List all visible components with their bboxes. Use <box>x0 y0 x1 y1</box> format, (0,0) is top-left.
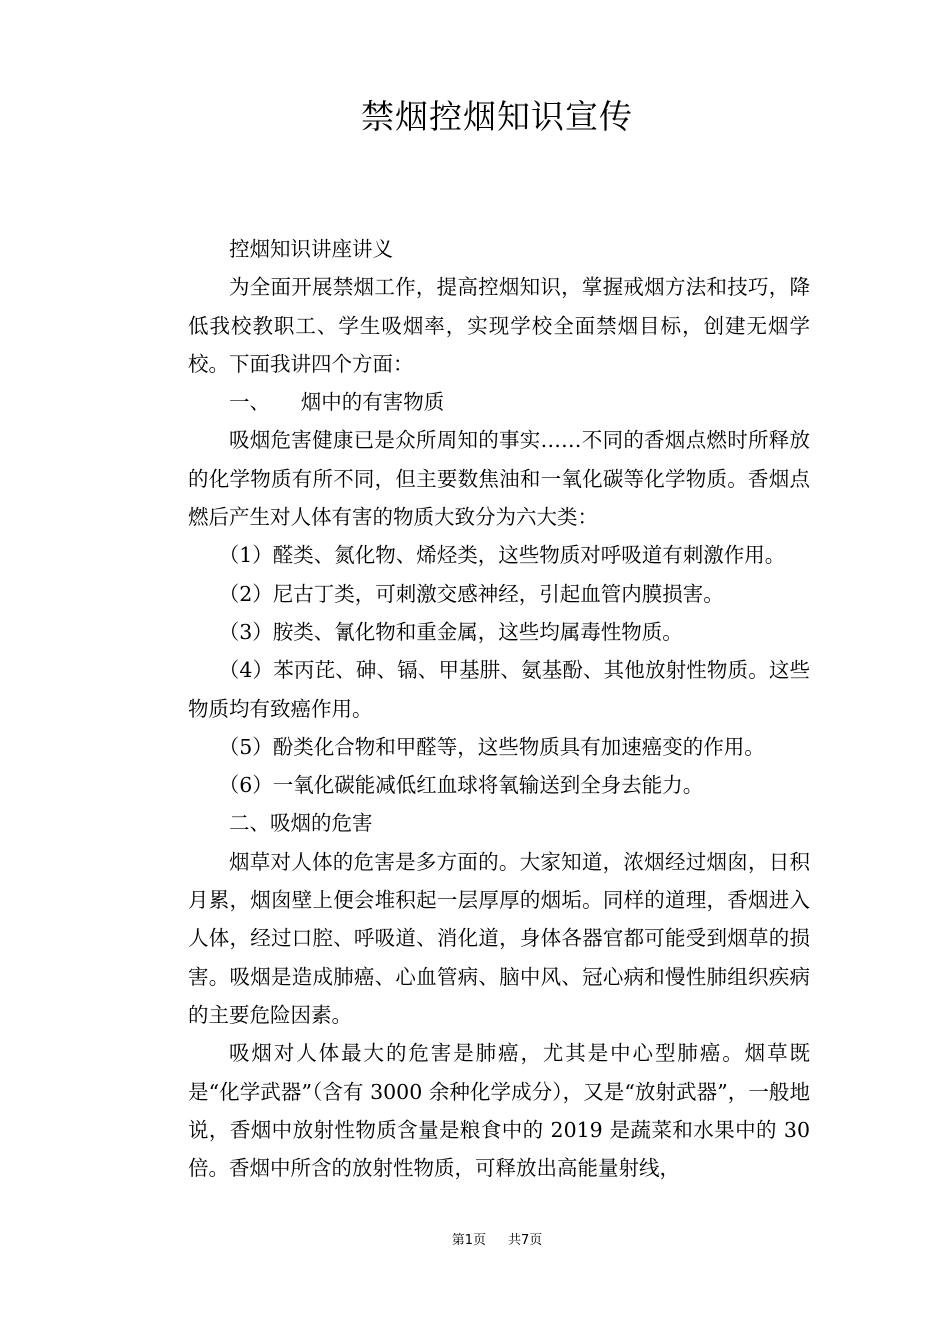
page-total: 共7页 <box>508 1233 543 1248</box>
document-title: 禁烟控烟知识宣传 <box>361 97 633 136</box>
list-item: （5）酚类化合物和甲醛等，这些物质具有加速癌变的作用。 <box>218 734 765 759</box>
paragraph-tobacco-harm: 烟草对人体的危害是多方面的。大家知道，浓烟经过烟囱，日积月累，烟囱壁上便会堆积起一层厚厚的烟垢。同样的道理，香烟进入人体，经过口腔、呼吸道、消化道，身体各器官都可能受到烟草的损害。吸烟是造成肺癌、心血管病、脑中风、冠心病和慢性肺组织疾病的主要危险因素。 <box>188 849 810 1027</box>
document-body <box>188 230 810 1187</box>
section-heading-2: 二、吸烟的危害 <box>229 811 373 836</box>
paragraph-lung-cancer: 吸烟对人体最大的危害是肺癌，尤其是中心型肺癌。烟草既是“化学武器”（含有 3000 余种化学成分），又是“放射武器”，一般地说，香烟中放射性物质含量是粮食中的 2019 是蔬菜和水果中的 30 倍。香烟中所含的放射性物质，可释放出高能量射线， <box>188 1041 810 1181</box>
paragraph-harmful-substances: 吸烟危害健康已是众所周知的事实……不同的香烟点燃时所释放的化学物质有所不同，但主要数焦油和一氧化碳等化学物质。香烟点燃后产生对人体有害的物质大致分为六大类： <box>188 428 810 530</box>
list-item: （1）醛类、氮化物、烯烃类，这些物质对呼吸道有刺激作用。 <box>218 543 786 568</box>
paragraph-lecture-title: 控烟知识讲座讲义 <box>229 237 393 261</box>
page-number: 第1页 <box>451 1233 486 1248</box>
list-item: （4）苯丙芘、砷、镉、甲基肼、氨基酚、其他放射性物质。这些物质均有致癌作用。 <box>188 658 810 721</box>
list-item: （6）一氧化碳能减低红血球将氧输送到全身去能力。 <box>218 773 704 798</box>
section-heading-1: 一、 烟中的有害物质 <box>229 390 445 415</box>
list-item: （2）尼古丁类，可刺激交感神经，引起血管内膜损害。 <box>218 581 724 606</box>
page-footer <box>0 1232 950 1250</box>
list-item: （3）胺类、氰化物和重金属，这些均属毒性物质。 <box>218 619 683 644</box>
paragraph-intro: 为全面开展禁烟工作，提高控烟知识，掌握戒烟方法和技巧，降低我校教职工、学生吸烟率，实现学校全面禁烟目标，创建无烟学校。下面我讲四个方面： <box>188 275 810 376</box>
